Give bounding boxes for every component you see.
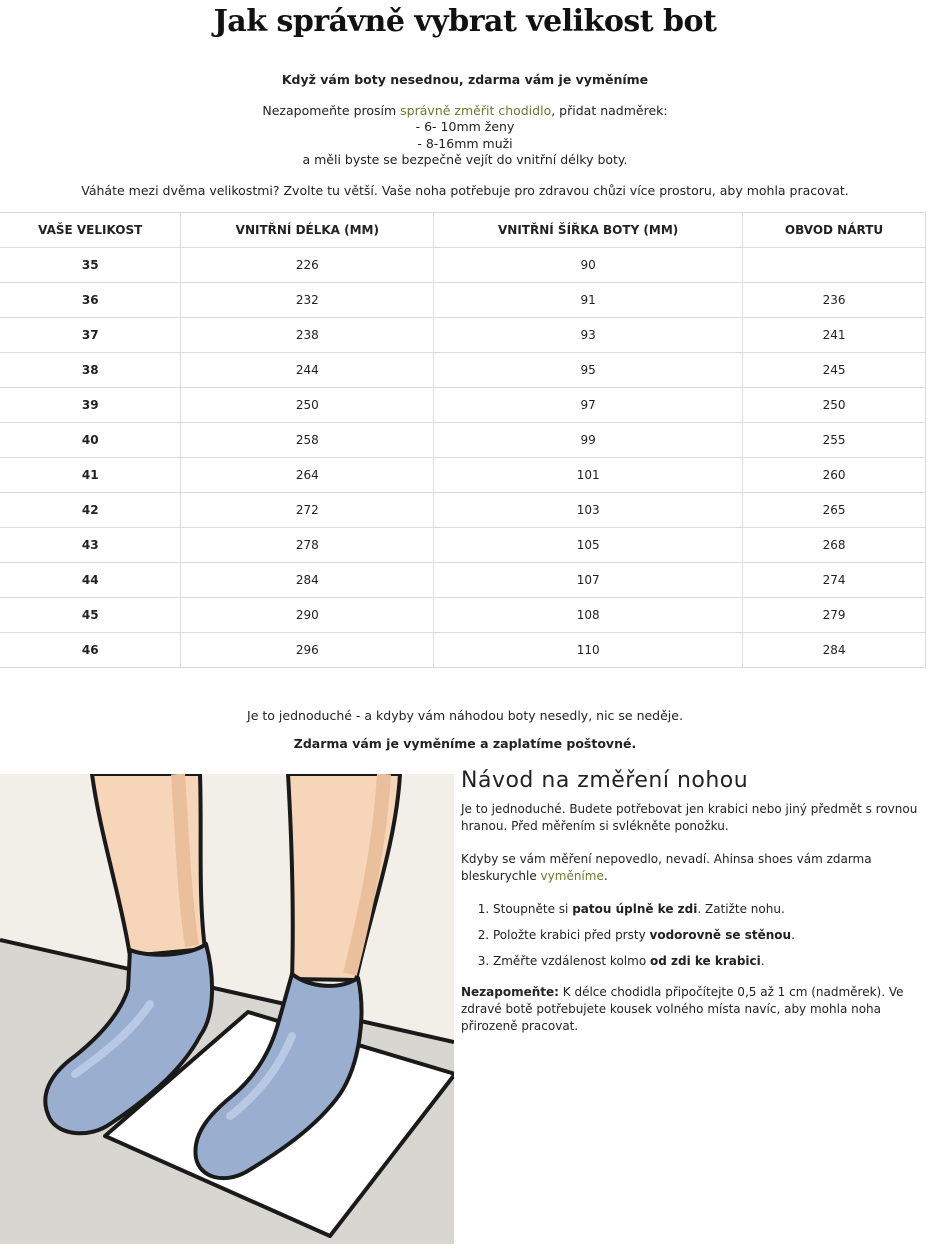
cell-width: 91 xyxy=(434,283,743,318)
table-header-row xyxy=(0,213,926,248)
cell-length: 232 xyxy=(181,283,434,318)
fit-note: a měli byste se bezpečně vejít do vnitřní délky boty. xyxy=(302,152,628,167)
simple-note: Je to jednoduché - a kdyby vám náhodou boty nesedly, nic se neděje. xyxy=(247,708,683,723)
women-allowance: - 6- 10mm ženy xyxy=(415,119,515,134)
cell-size: 45 xyxy=(0,598,181,633)
cell-size: 42 xyxy=(0,493,181,528)
measure-guide xyxy=(461,768,921,1051)
intro-section xyxy=(0,72,930,199)
step-text: Položte krabici před prsty xyxy=(493,928,650,942)
table-row xyxy=(0,248,926,283)
cell-length: 226 xyxy=(181,248,434,283)
cell-length: 272 xyxy=(181,493,434,528)
measure-suffix: , přidat nadměrek: xyxy=(551,102,668,118)
cell-instep: 279 xyxy=(743,598,926,633)
table-row xyxy=(0,283,926,318)
step-emphasis: od zdi ke krabici xyxy=(649,954,761,968)
measure-foot-link[interactable]: správně změřit chodidlo xyxy=(400,102,552,118)
page-title: Jak správně vybrat velikost bot xyxy=(213,4,717,39)
guide-exchange-note xyxy=(461,851,921,885)
cell-width: 103 xyxy=(434,493,743,528)
cell-size: 44 xyxy=(0,563,181,598)
cell-size: 35 xyxy=(0,248,181,283)
cell-length: 290 xyxy=(181,598,434,633)
list-item xyxy=(493,901,921,918)
cell-size: 43 xyxy=(0,528,181,563)
table-row xyxy=(0,458,926,493)
men-allowance: - 8-16mm muži xyxy=(417,135,513,151)
cell-width: 101 xyxy=(434,458,743,493)
cell-length: 264 xyxy=(181,458,434,493)
reminder-text: K délce chodidla připočítejte 0,5 až 1 cm (nadměrek). Ve zdravé botě potřebujete kousek volného místa navíc, aby mohla noha přirozeně pracovat. xyxy=(461,985,904,1033)
cell-length: 238 xyxy=(181,318,434,353)
guide-exchange-suffix: . xyxy=(603,869,608,883)
reminder-label: Nezapomeňte: xyxy=(461,985,559,999)
size-table xyxy=(0,212,926,668)
table-row xyxy=(0,598,926,633)
cell-width: 97 xyxy=(434,388,743,423)
cell-width: 95 xyxy=(434,353,743,388)
guide-heading: Návod na změření nohou xyxy=(461,768,749,793)
feet-on-paper-icon xyxy=(0,774,454,1244)
step-text: . Zatižte nohu. xyxy=(697,902,785,916)
step-text: Stoupněte si xyxy=(493,902,573,916)
list-item xyxy=(493,927,921,944)
table-row xyxy=(0,318,926,353)
cell-width: 107 xyxy=(434,563,743,598)
measure-instruction xyxy=(0,103,930,120)
step-text: . xyxy=(791,928,795,942)
table-row xyxy=(0,563,926,598)
measure-prefix: Nezapomeňte prosím xyxy=(262,102,401,118)
cell-width: 99 xyxy=(434,423,743,458)
hesitate-note: Váháte mezi dvěma velikostmi? Zvolte tu větší. Vaše noha potřebuje pro zdravou chůzi více prostoru, aby mohla pracovat. xyxy=(81,182,849,198)
cell-size: 41 xyxy=(0,458,181,493)
step-text: . xyxy=(760,954,765,968)
guide-intro: Je to jednoduché. Budete potřebovat jen krabici nebo jiný předmět s rovnou hranou. Před měřením si svlékněte ponožku. xyxy=(461,802,918,833)
outro-section xyxy=(0,708,930,751)
cell-instep: 255 xyxy=(743,423,926,458)
cell-length: 296 xyxy=(181,633,434,668)
list-item xyxy=(493,953,921,970)
header-size: VAŠE VELIKOST xyxy=(0,213,181,248)
table-row xyxy=(0,353,926,388)
foot-measure-illustration xyxy=(0,774,454,1244)
cell-length: 258 xyxy=(181,423,434,458)
cell-size: 39 xyxy=(0,388,181,423)
cell-width: 110 xyxy=(434,633,743,668)
cell-length: 278 xyxy=(181,528,434,563)
step-text: Změřte vzdálenost kolmo xyxy=(493,954,650,968)
table-row xyxy=(0,388,926,423)
cell-instep xyxy=(743,248,926,283)
cell-length: 250 xyxy=(181,388,434,423)
cell-length: 244 xyxy=(181,353,434,388)
cell-instep: 274 xyxy=(743,563,926,598)
cell-instep: 265 xyxy=(743,493,926,528)
table-row xyxy=(0,528,926,563)
cell-width: 93 xyxy=(434,318,743,353)
exchange-note: Když vám boty nesednou, zdarma vám je vyměníme xyxy=(281,72,649,87)
cell-instep: 260 xyxy=(743,458,926,493)
exchange-link[interactable]: vyměníme xyxy=(540,869,604,883)
cell-instep: 284 xyxy=(743,633,926,668)
guide-exchange-prefix: Kdyby se vám měření nepovedlo, nevadí. Ahinsa shoes vám zdarma bleskurychle xyxy=(461,852,872,883)
cell-size: 38 xyxy=(0,353,181,388)
cell-instep: 268 xyxy=(743,528,926,563)
free-exchange-note: Zdarma vám je vyměníme a zaplatíme poštovné. xyxy=(293,736,637,751)
cell-size: 46 xyxy=(0,633,181,668)
cell-width: 105 xyxy=(434,528,743,563)
guide-reminder xyxy=(461,984,921,1035)
table-row xyxy=(0,633,926,668)
header-width: VNITŘNÍ ŠÍŘKA BOTY (MM) xyxy=(434,213,743,248)
cell-width: 90 xyxy=(434,248,743,283)
header-instep: OBVOD NÁRTU xyxy=(743,213,926,248)
cell-size: 40 xyxy=(0,423,181,458)
cell-length: 284 xyxy=(181,563,434,598)
measure-steps xyxy=(461,901,921,970)
cell-width: 108 xyxy=(434,598,743,633)
cell-size: 36 xyxy=(0,283,181,318)
cell-instep: 250 xyxy=(743,388,926,423)
cell-instep: 236 xyxy=(743,283,926,318)
table-row xyxy=(0,493,926,528)
cell-instep: 245 xyxy=(743,353,926,388)
cell-size: 37 xyxy=(0,318,181,353)
step-emphasis: patou úplně ke zdi xyxy=(572,902,698,916)
step-emphasis: vodorovně se stěnou xyxy=(649,928,792,942)
header-length: VNITŘNÍ DÉLKA (MM) xyxy=(181,213,434,248)
cell-instep: 241 xyxy=(743,318,926,353)
table-row xyxy=(0,423,926,458)
